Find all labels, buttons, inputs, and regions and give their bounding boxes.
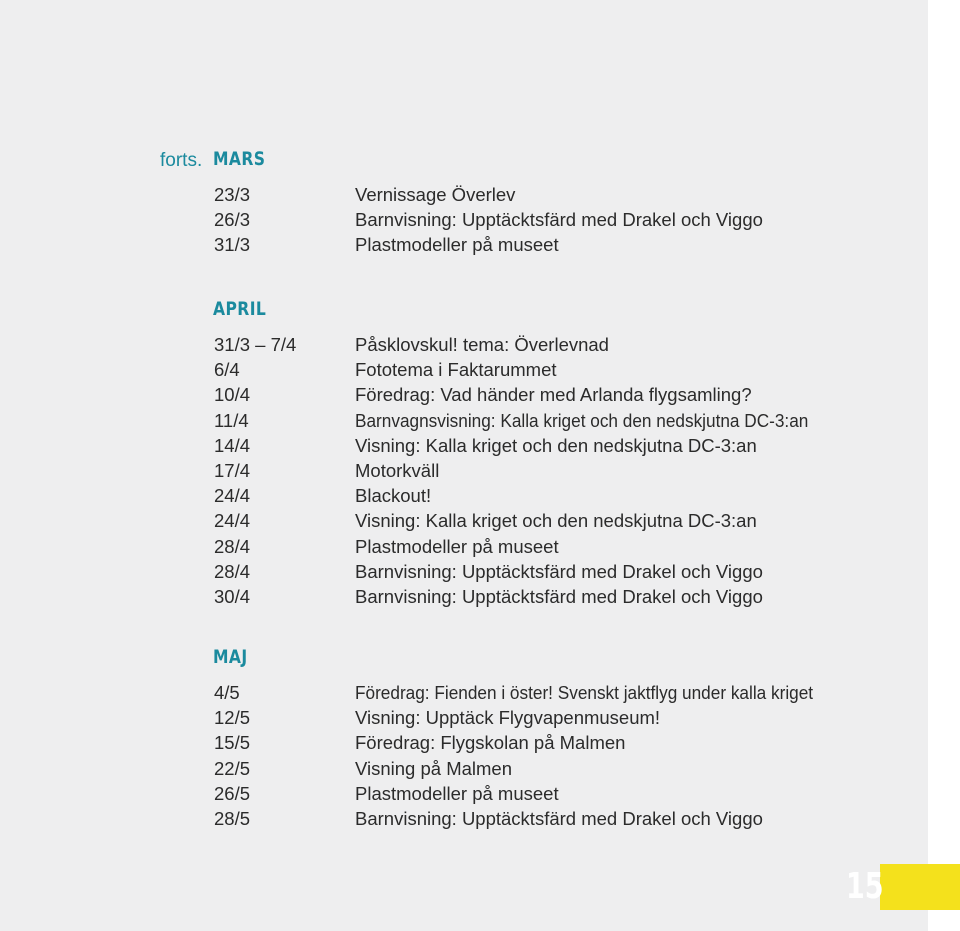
event-date: 23/3 [214,184,251,205]
event-title: Barnvisning: Upptäcktsfärd med Drakel och Viggo [355,560,763,582]
event-date: 26/3 [214,209,251,231]
event-row [0,508,928,533]
event-row [0,207,928,232]
page-number-tab [880,864,960,910]
section-mars [0,148,928,258]
event-title: Vernissage Överlev [355,184,516,205]
event-title: Plastmodeller på museet [355,234,559,256]
event-row [0,483,928,508]
event-title: Visning: Kalla kriget och den nedskjutna DC-3:an [355,510,757,532]
event-title: Visning: Kalla kriget och den nedskjutna DC-3:an [355,434,757,456]
event-title: Föredrag: Fienden i öster! Svenskt jaktflyg under kalla kriget [355,682,814,703]
event-row [0,806,928,831]
event-date: 22/5 [214,757,251,779]
event-row [0,680,928,705]
event-date: 4/5 [214,682,240,703]
event-date: 14/4 [214,434,251,456]
page-number: 15 [846,866,884,907]
event-row [0,756,928,781]
event-date: 17/4 [214,459,251,481]
event-date: 6/4 [214,359,240,381]
event-title: Motorkväll [355,459,440,481]
section-heading [0,148,928,182]
event-title: Barnvagnsvisning: Kalla kriget och den nedskjutna DC-3:an [355,409,809,431]
event-row [0,332,928,357]
event-row [0,357,928,382]
section-heading [0,298,928,332]
section-april [0,298,928,609]
event-title: Blackout! [355,485,432,507]
event-list [0,332,928,609]
section-maj [0,646,928,831]
event-row [0,458,928,483]
event-date: 28/4 [214,535,251,557]
event-date: 31/3 [214,234,251,256]
event-title: Plastmodeller på museet [355,782,559,804]
section-heading [0,646,928,680]
event-row [0,534,928,559]
event-date: 10/4 [214,384,251,406]
event-row [0,382,928,407]
event-title: Fototema i Faktarummet [355,359,557,381]
event-row [0,559,928,584]
event-title: Föredrag: Flygskolan på Malmen [355,732,626,754]
event-row [0,232,928,257]
event-date: 12/5 [214,707,251,729]
event-date: 11/4 [214,409,249,431]
event-row [0,182,928,207]
event-title: Barnvisning: Upptäcktsfärd med Drakel och Viggo [355,807,763,829]
event-row [0,584,928,609]
event-date: 24/4 [214,510,251,532]
continued-label: forts. [160,150,203,171]
event-date: 15/5 [214,732,251,754]
month-title: MAJ [213,646,248,668]
event-row [0,705,928,730]
event-row [0,408,928,433]
event-row [0,781,928,806]
event-date: 28/4 [214,560,251,582]
event-title: Föredrag: Vad händer med Arlanda flygsamling? [355,384,752,406]
event-title: Barnvisning: Upptäcktsfärd med Drakel och Viggo [355,209,763,231]
event-date: 26/5 [214,782,251,804]
event-title: Visning: Upptäck Flygvapenmuseum! [355,707,661,729]
event-date: 31/3 – 7/4 [214,334,297,355]
event-list [0,680,928,831]
event-title: Barnvisning: Upptäcktsfärd med Drakel och Viggo [355,585,763,607]
event-title: Visning på Malmen [355,757,512,779]
event-list [0,182,928,258]
event-title: Påsklovskul! tema: Överlevnad [355,334,609,355]
event-date: 28/5 [214,807,251,829]
event-date: 30/4 [214,585,251,607]
event-row [0,433,928,458]
month-title: APRIL [213,298,267,320]
event-title: Plastmodeller på museet [355,535,559,557]
event-date: 24/4 [214,485,251,507]
month-title: MARS [213,148,266,170]
event-row [0,730,928,755]
